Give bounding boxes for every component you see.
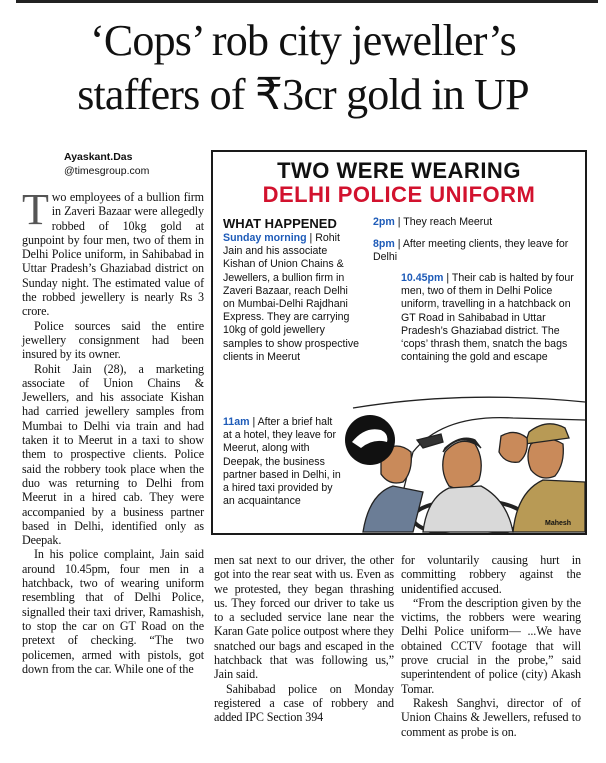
what-happened-heading: WHAT HAPPENED — [223, 216, 337, 231]
top-rule — [16, 0, 598, 8]
article-paragraph: “From the description given by the victims, the robbers were wearing Delhi Police uniform— ...We have obtained CCTV footage that will prove crucial in the probe,” said superintendent of police (city) Akash Tomar. — [401, 595, 581, 696]
timeline-text: Their cab is halted by four men, two of them in Delhi Police uniform, travelling in a hatchback on GT Road in Sahibabad in Uttar Pradesh’s Ghaziabad district. The ‘cops’ thrash them, snatch the bags containing the gold and escape — [401, 272, 574, 364]
article-paragraph — [22, 185, 204, 319]
illustrator-credit: Mahesh — [545, 520, 572, 527]
article-paragraph: men sat next to our driver, the other got into the rear seat with us. Even as we protested, they began thrashing us. They forced our driver to take us to a secluded service lane near the Karan Gate police outpost where they snatched our bags and escaped in the hatchback that was following us,” Jain said. — [214, 553, 394, 682]
drop-cap: T — [22, 185, 49, 234]
box-title-line-2: DELHI POLICE UNIFORM — [262, 182, 536, 207]
article-paragraph: for voluntarily causing hurt in committing robbery against the unidentified accused. — [401, 553, 581, 596]
timeline-text: They reach Meerut — [403, 216, 493, 228]
infographic-box — [211, 150, 587, 535]
article-paragraph: Rakesh Sanghvi, director of of Union Chains & Jewellers, refused to comment as probe is on. — [401, 695, 581, 739]
article-paragraph: Sahibabad police on Monday registered a case of robbery and added IPC Section 394 — [214, 681, 394, 725]
article-paragraph: Rohit Jain (28), a marketing associate of Union Chains & Jewellers, and his associate Kishan had carried jewellery samples from Mumbai to Delhi via train and had taken it to Meerut in a taxi to show them to prospective clients. Police said the robbery took place when the duo was returning to Delhi from Meerut in a hired cab. They were accompanied by a business partner based in Delhi, identified only as Deepak. — [22, 361, 204, 548]
article-column-2 — [214, 553, 394, 725]
article-column-3 — [401, 553, 581, 739]
byline-author: Ayaskant.Das — [64, 151, 133, 163]
timeline-entry: 11am | After a brief halt at a hotel, they leave for Meerut, along with Deepak, the business partner based in Delhi, in a hired taxi provided by an acquaintance — [223, 416, 343, 508]
timeline-text: After a brief halt at a hotel, they leave for Meerut, along with Deepak, the business partner based in Delhi, in a hired taxi provided by an acquaintance — [223, 416, 341, 508]
headline-line-2: staffers of ₹3cr gold in UP — [77, 70, 529, 119]
headline-line-1: ‘Cops’ rob city jeweller’s — [89, 16, 516, 65]
timeline-time: 10.45pm — [401, 272, 444, 284]
timeline-time: 2pm — [373, 216, 395, 228]
timeline-text: After meeting clients, they leave for Delhi — [373, 238, 569, 264]
article-column-1 — [22, 185, 204, 676]
timeline-entry: 8pm | After meeting clients, they leave for Delhi — [373, 238, 569, 264]
byline — [64, 150, 149, 178]
article-paragraph: In his police complaint, Jain said around 10.45pm, four men in a hatchback, two of wearing uniform resembling that of Delhi Police, signalled their taxi driver, Ramashish, to stop the car on GT Road on the pretext of checking. “The two policemen, armed with pistols, got down from the car. While one of the — [22, 547, 204, 676]
article-paragraph: Police sources said the entire jewellery consignment had been insured by its owner. — [22, 318, 204, 362]
timeline-text: Rohit Jain and his associate Kishan of Union Chains & Jewellers, a bullion firm in Zaveri Bazaar, reach Delhi on Mumbai-Delhi Rajdhani Express. They are carrying 10kg of gold jewellery samples to show prospective clients in Meerut — [223, 232, 360, 363]
timeline-entry: 10.45pm | Their cab is halted by four men, two of them in Delhi Police uniform, travelling in a hatchback on GT Road in Sahibabad in Uttar Pradesh’s Ghaziabad district. The ‘cops’ thrash them, snatch the bags containing the gold and escape — [401, 272, 574, 364]
headline — [0, 14, 606, 122]
timeline-time: Sunday morning — [223, 232, 307, 244]
timeline-time: 11am — [223, 416, 250, 428]
box-title-line-1: TWO WERE WEARING — [277, 158, 521, 183]
timeline-entry: 2pm | They reach Meerut — [373, 216, 493, 228]
timeline-entry: Sunday morning | Rohit Jain and his associate Kishan of Union Chains & Jewellers, a bullion firm in Zaveri Bazaar, reach Delhi on Mumbai-Delhi Rajdhani Express. They are carrying 10kg of gold jewellery samples to show prospective clients in Meerut — [223, 232, 360, 363]
paragraph-text: wo employees of a bullion firm in Zaveri Bazaar were allegedly robbed of 10kg gold at gunpoint by four men, two of them in Delhi Police uniform, in Sahibabad in Uttar Pradesh’s Ghaziabad district on Sunday night. The estimated value of the robbed jewellery is nearly Rs 3 crore. — [22, 190, 204, 319]
timeline-time: 8pm — [373, 238, 395, 250]
byline-email: @timesgroup.com — [64, 165, 150, 177]
